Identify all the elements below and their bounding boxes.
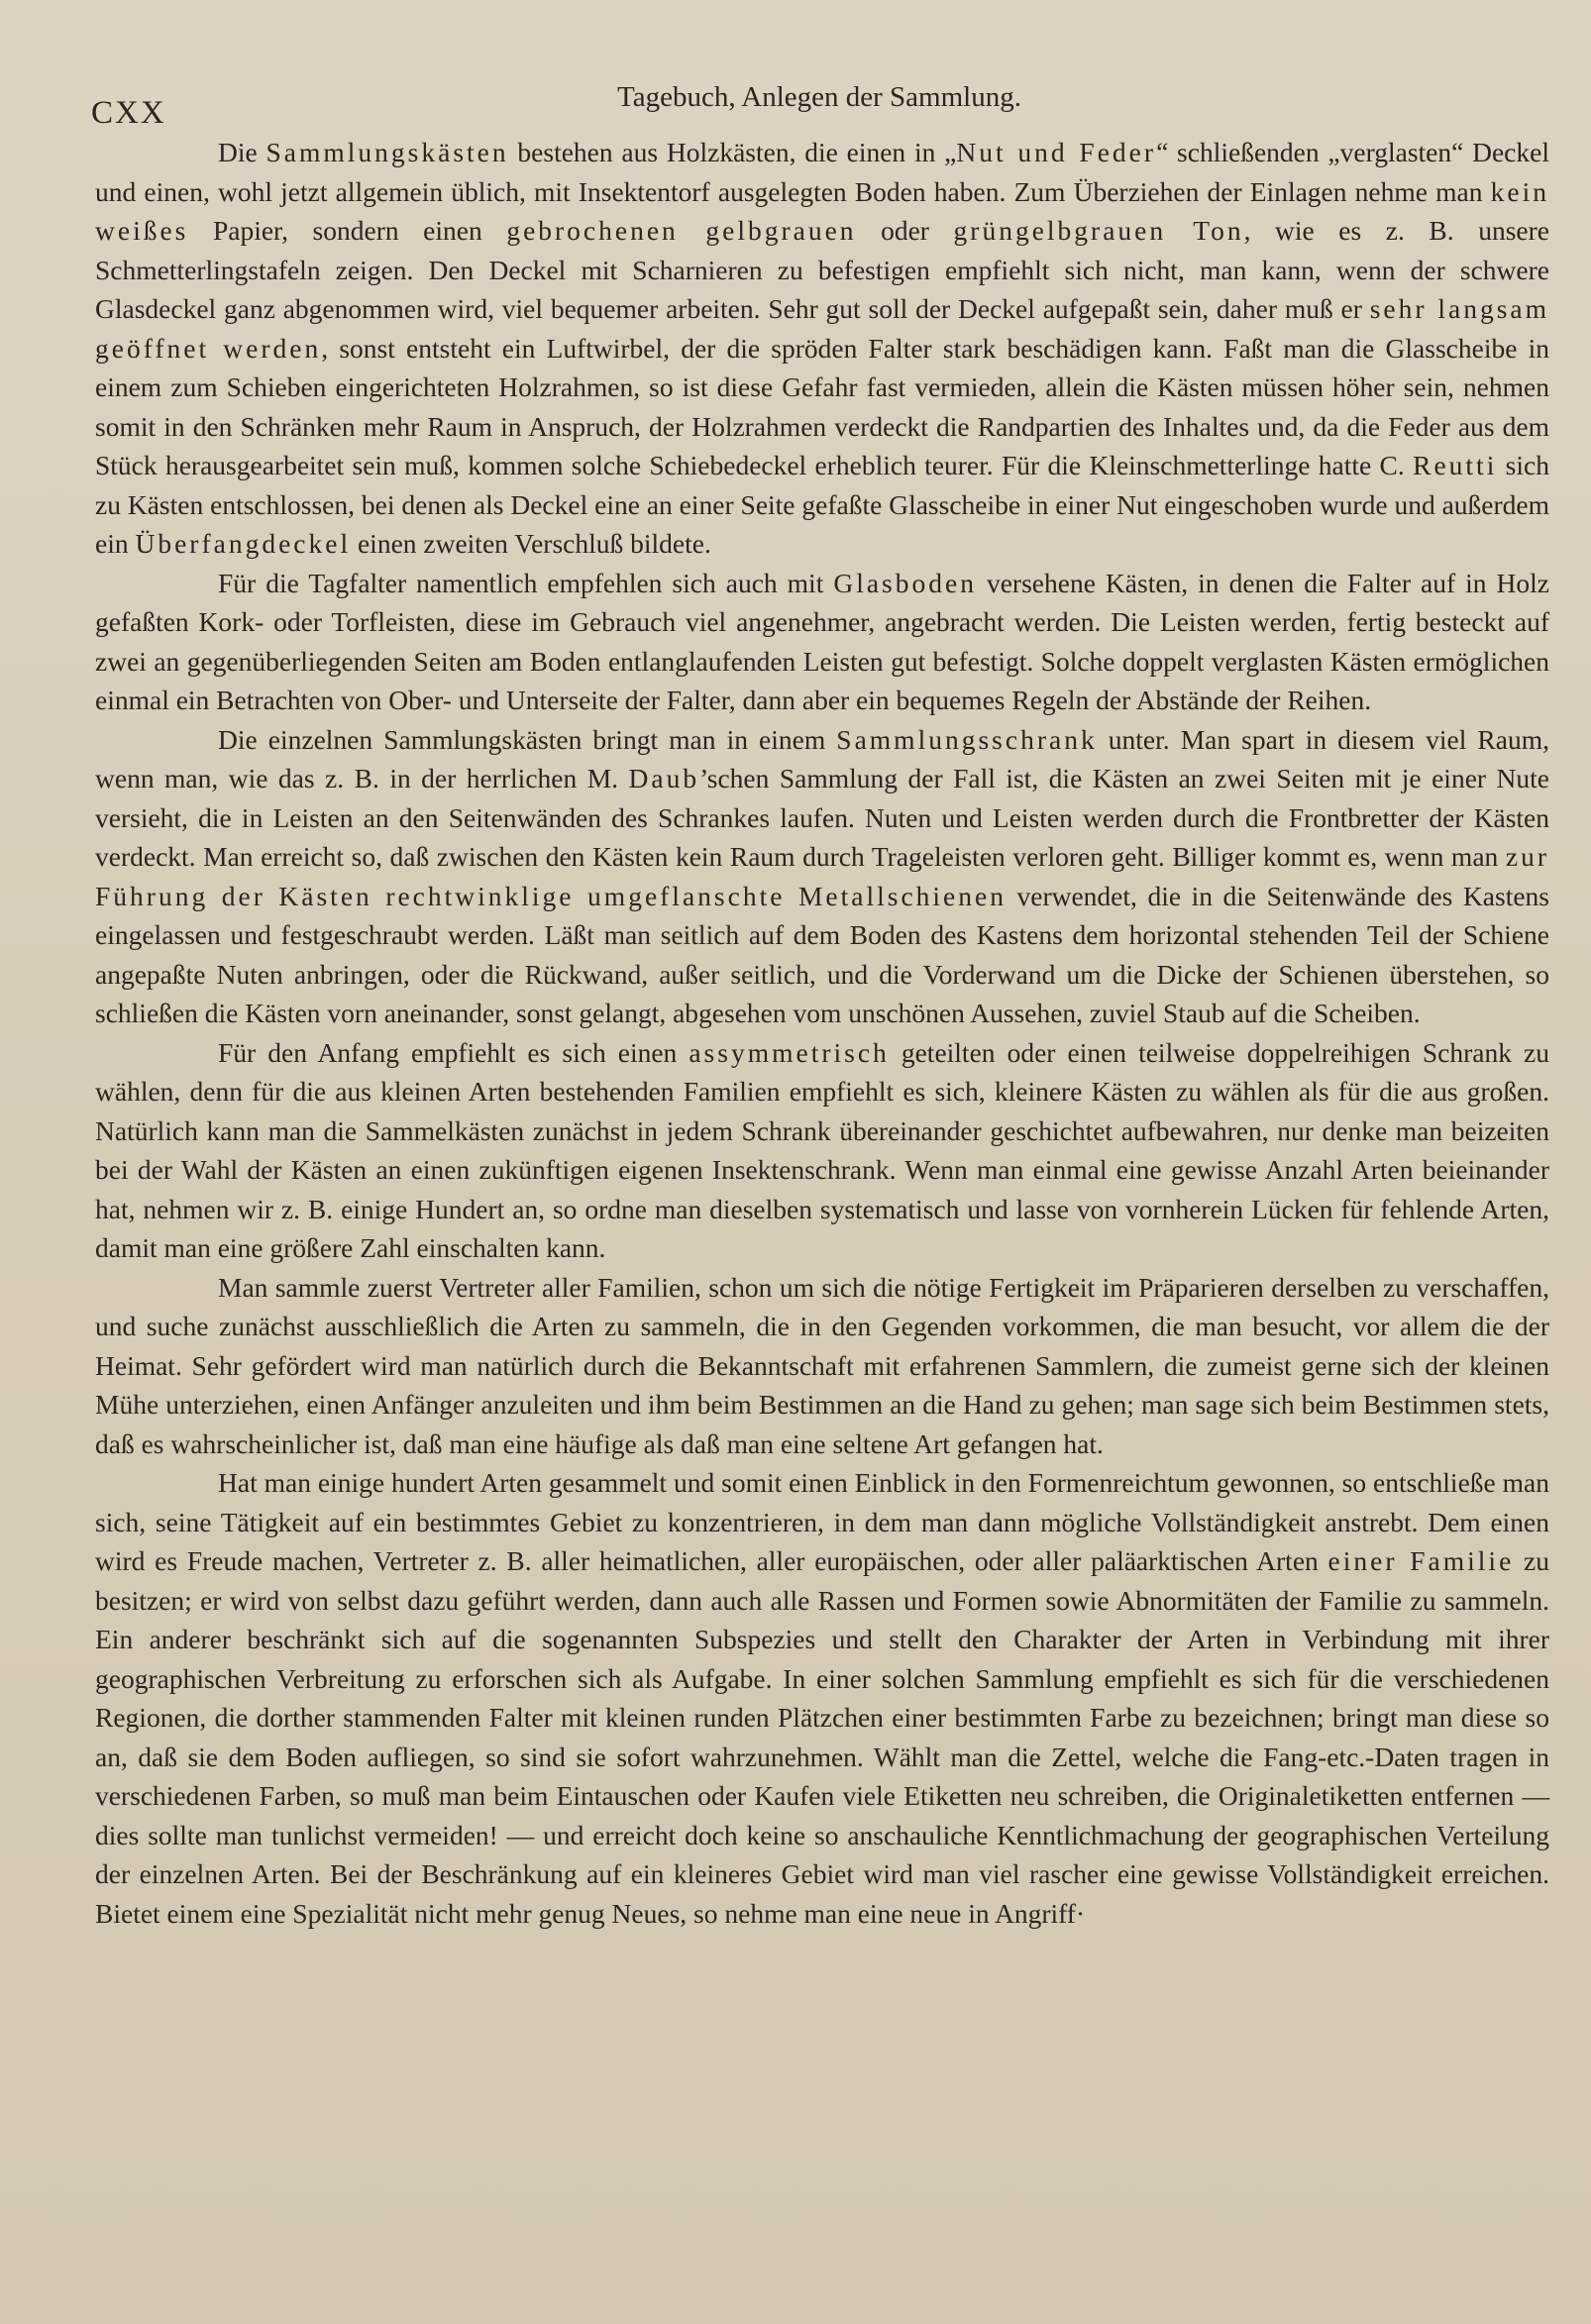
spaced-term: assymmetrisch	[689, 1036, 890, 1068]
text-run: ’schen Sammlung der Fall ist, die Kästen an zwei Seiten mit je einer Nute versieht, die in Leisten an den Seitenwänden des Schrankes laufen. Nuten und Leisten werden durch die Frontbretter der Kästen verdeckt. Man erreicht so, daß zwischen den Kästen kein Raum durch Trageleisten verloren geht. Billiger kommt es, wenn man	[95, 763, 1549, 872]
text-run: Die einzelnen Sammlungskästen bringt man in einem	[218, 723, 837, 755]
text-run: , sonst entsteht ein Luftwirbel, der die spröden Falter stark beschädigen kann. Faßt man die Glasscheibe in einem zum Schieben eingerichteten Holzrahmen, so ist diese Gefahr fast vermieden, allein die Kästen müssen höher sein, nehmen somit in den Schränken mehr Raum in Anspruch, der Holzrahmen verdeckt die Randpartien des Inhaltes und, da die Feder aus dem Stück herausgearbeitet sein muß, kommen solche Schiebedeckel erheblich teurer. Für die Kleinschmetterlinge hatte C.	[95, 332, 1549, 480]
spaced-term: sehr langsam geöffnet werden	[95, 293, 1549, 364]
spaced-term: Reutti	[1413, 450, 1498, 480]
body-text	[95, 133, 1549, 1933]
page-header	[91, 77, 1547, 131]
text-run: Für die Tagfalter namentlich empfehlen sich auch mit	[218, 567, 834, 598]
text-run: “ schließenden „verglasten“ Deckel und einen, wohl jetzt allgemein üblich, mit Insektentorf ausgelegten Boden haben. Zum Überziehen der Einlagen nehme man	[95, 137, 1549, 207]
text-run: , wie es z. B. unsere Schmetterlingstafeln zeigen. Den Deckel mit Scharnieren zu befestigen empfiehlt sich nicht, man kann, wenn der schwere Glasdeckel ganz abgenommen wird, viel bequemer arbeiten. Sehr gut soll der Deckel aufgepaßt sein, daher muß er	[95, 215, 1549, 324]
paragraph-anfang	[95, 1033, 1549, 1268]
spaced-term: kein weißes	[95, 175, 1549, 246]
text-run: unter. Man spart in diesem viel Raum, wenn man, wie das z. B. in der herrlichen M.	[95, 723, 1549, 793]
text-run: oder	[856, 215, 954, 246]
text-run: geteilten oder einen teilweise doppelreihigen Schrank zu wählen, denn für die aus kleinen Arten bestehenden Familien empfiehlt es sich, kleinere Kästen zu wählen als für die aus großen. Natürlich kann man die Sammelkästen zunächst in jedem Schrank übereinander geschichtet aufbewahren, nur denke man beizeiten bei der Wahl der Kästen an einen zukünftigen eigenen Insektenschrank. Wenn man einmal eine gewisse Anzahl Arten beieinander hat, nehmen wir z. B. einige Hundert an, so ordne man dieselben systematisch und lasse von vornherein Lücken für fehlende Arten, damit man eine größere Zahl einschalten kann.	[95, 1036, 1549, 1263]
running-title: Tagebuch, Anlegen der Sammlung.	[617, 81, 1021, 113]
text-run: verwendet, die in die Seitenwände des Kastens eingelassen und festgeschraubt werden. Läßt man seitlich auf dem Boden des Kastens dem horizontal stehenden Teil der Schiene angepaßte Nuten anbringen, oder die Rückwand, außer seitlich, und die Vorderwand um die Dicke der Schienen überstehen, so schließen die Kästen vorn aneinander, sonst gelangt, abgesehen vom unschönen Aussehen, zuviel Staub auf die Scheiben.	[95, 880, 1549, 1028]
text-run: bestehen aus Holzkästen, die einen in „	[508, 137, 957, 167]
spaced-term: grüngelbgrauen Ton	[953, 215, 1244, 246]
paragraph-tagfalter	[95, 564, 1549, 720]
text-run: Papier, sondern einen	[188, 215, 507, 246]
page-number: CXX	[91, 95, 166, 131]
paragraph-sammlungsschrank	[95, 720, 1549, 1033]
spaced-term: Sammlungskästen	[265, 137, 509, 167]
paragraph-sammlungskaesten	[95, 133, 1549, 564]
spaced-term: einer Familie	[1327, 1545, 1515, 1576]
spaced-term: zur Führung der Kästen rechtwinklige umgeflanschte Metallschienen	[95, 841, 1549, 911]
spaced-term: Nut und Feder	[956, 137, 1157, 167]
paragraph-spezialisierung	[95, 1463, 1549, 1933]
paragraph-familien	[95, 1268, 1549, 1464]
spaced-term: Sammlungsschrank	[836, 723, 1098, 755]
text-run: Man sammle zuerst Vertreter aller Familien, schon um sich die nötige Fertigkeit im Präparieren derselben zu verschaffen, und suche zunächst ausschließlich die Arten zu sammeln, die in den Gegenden vorkommen, die man besucht, vor allem die der Heimat. Sehr gefördert wird man natürlich durch die Bekanntschaft mit erfahrenen Sammlern, die zumeist gerne sich der kleinen Mühe unterziehen, einen Anfänger anzuleiten und ihm beim Bestimmen an die Hand zu gehen; man sage sich beim Bestimmen stets, daß es wahrscheinlicher ist, daß man eine häufige als daß man eine seltene Art gefangen hat.	[95, 1271, 1549, 1459]
text-run: einen zweiten Verschluß bildete.	[351, 528, 711, 559]
spaced-term: Glasboden	[833, 567, 977, 598]
spaced-term: gebrochenen gelbgrauen	[506, 215, 857, 246]
spaced-term: Daub	[628, 763, 700, 793]
spaced-term: Überfangdeckel	[135, 528, 352, 559]
text-run: Für den Anfang empfiehlt es sich einen	[218, 1036, 689, 1068]
text-run: Hat man einige hundert Arten gesammelt und somit einen Einblick in den Formenreichtum gewonnen, so entschließe man sich, seine Tätigkeit auf ein bestimmtes Gebiet zu konzentrieren, in dem man dann mögliche Vollständigkeit anstrebt. Dem einen wird es Freude machen, Vertreter z. B. aller heimatlichen, aller europäischen, oder aller paläarktischen Arten	[95, 1467, 1549, 1576]
text-run: Die	[218, 137, 266, 167]
text-run: zu besitzen; er wird von selbst dazu geführt werden, dann auch alle Rassen und Formen sowie Abnormitäten der Familie zu sammeln. Ein anderer beschränkt sich auf die sogenannten Subspezies und stellt den Charakter der Arten in Verbindung mit ihrer geographischen Verbreitung zu erforschen sich als Aufgabe. In einer solchen Sammlung empfiehlt es sich für die verschiedenen Regionen, die dorther stammenden Falter mit kleinen runden Plätzchen einer bestimmten Farbe zu bezeichnen; bringt man diese so an, daß sie dem Boden aufliegen, so sind sie sofort wahrzunehmen. Wählt man die Zettel, welche die Fang-etc.-Daten tragen in verschiedenen Farben, so muß man beim Eintauschen oder Kaufen viele Etiketten neu schreiben, die Originaletiketten entfernen — dies sollte man tunlichst vermeiden! — und erreicht doch keine so anschauliche Kenntlichmachung der geographischen Verteilung der einzelnen Arten. Bei der Beschränkung auf ein kleineres Gebiet wird man viel rascher eine gewisse Vollständigkeit erreichen. Bietet einem eine Spezialität nicht mehr genug Neues, so nehme man eine neue in Angriff·	[95, 1545, 1549, 1929]
text-run: sich zu Kästen entschlossen, bei denen als Deckel eine an einer Seite gefaßte Glasscheibe in einer Nut eingeschoben wurde und außerdem ein	[95, 450, 1549, 559]
text-run: versehene Kästen, in denen die Falter auf in Holz gefaßten Kork- oder Torfleisten, diese im Gebrauch viel angenehmer, angebracht werden. Die Leisten werden, fertig besteckt auf zwei an gegenüberliegenden Seiten am Boden entlanglaufenden Leisten gut befestigt. Solche doppelt verglasten Kästen ermöglichen einmal ein Betrachten von Ober- und Unterseite der Falter, dann aber ein bequemes Regeln der Abstände der Reihen.	[95, 567, 1549, 715]
